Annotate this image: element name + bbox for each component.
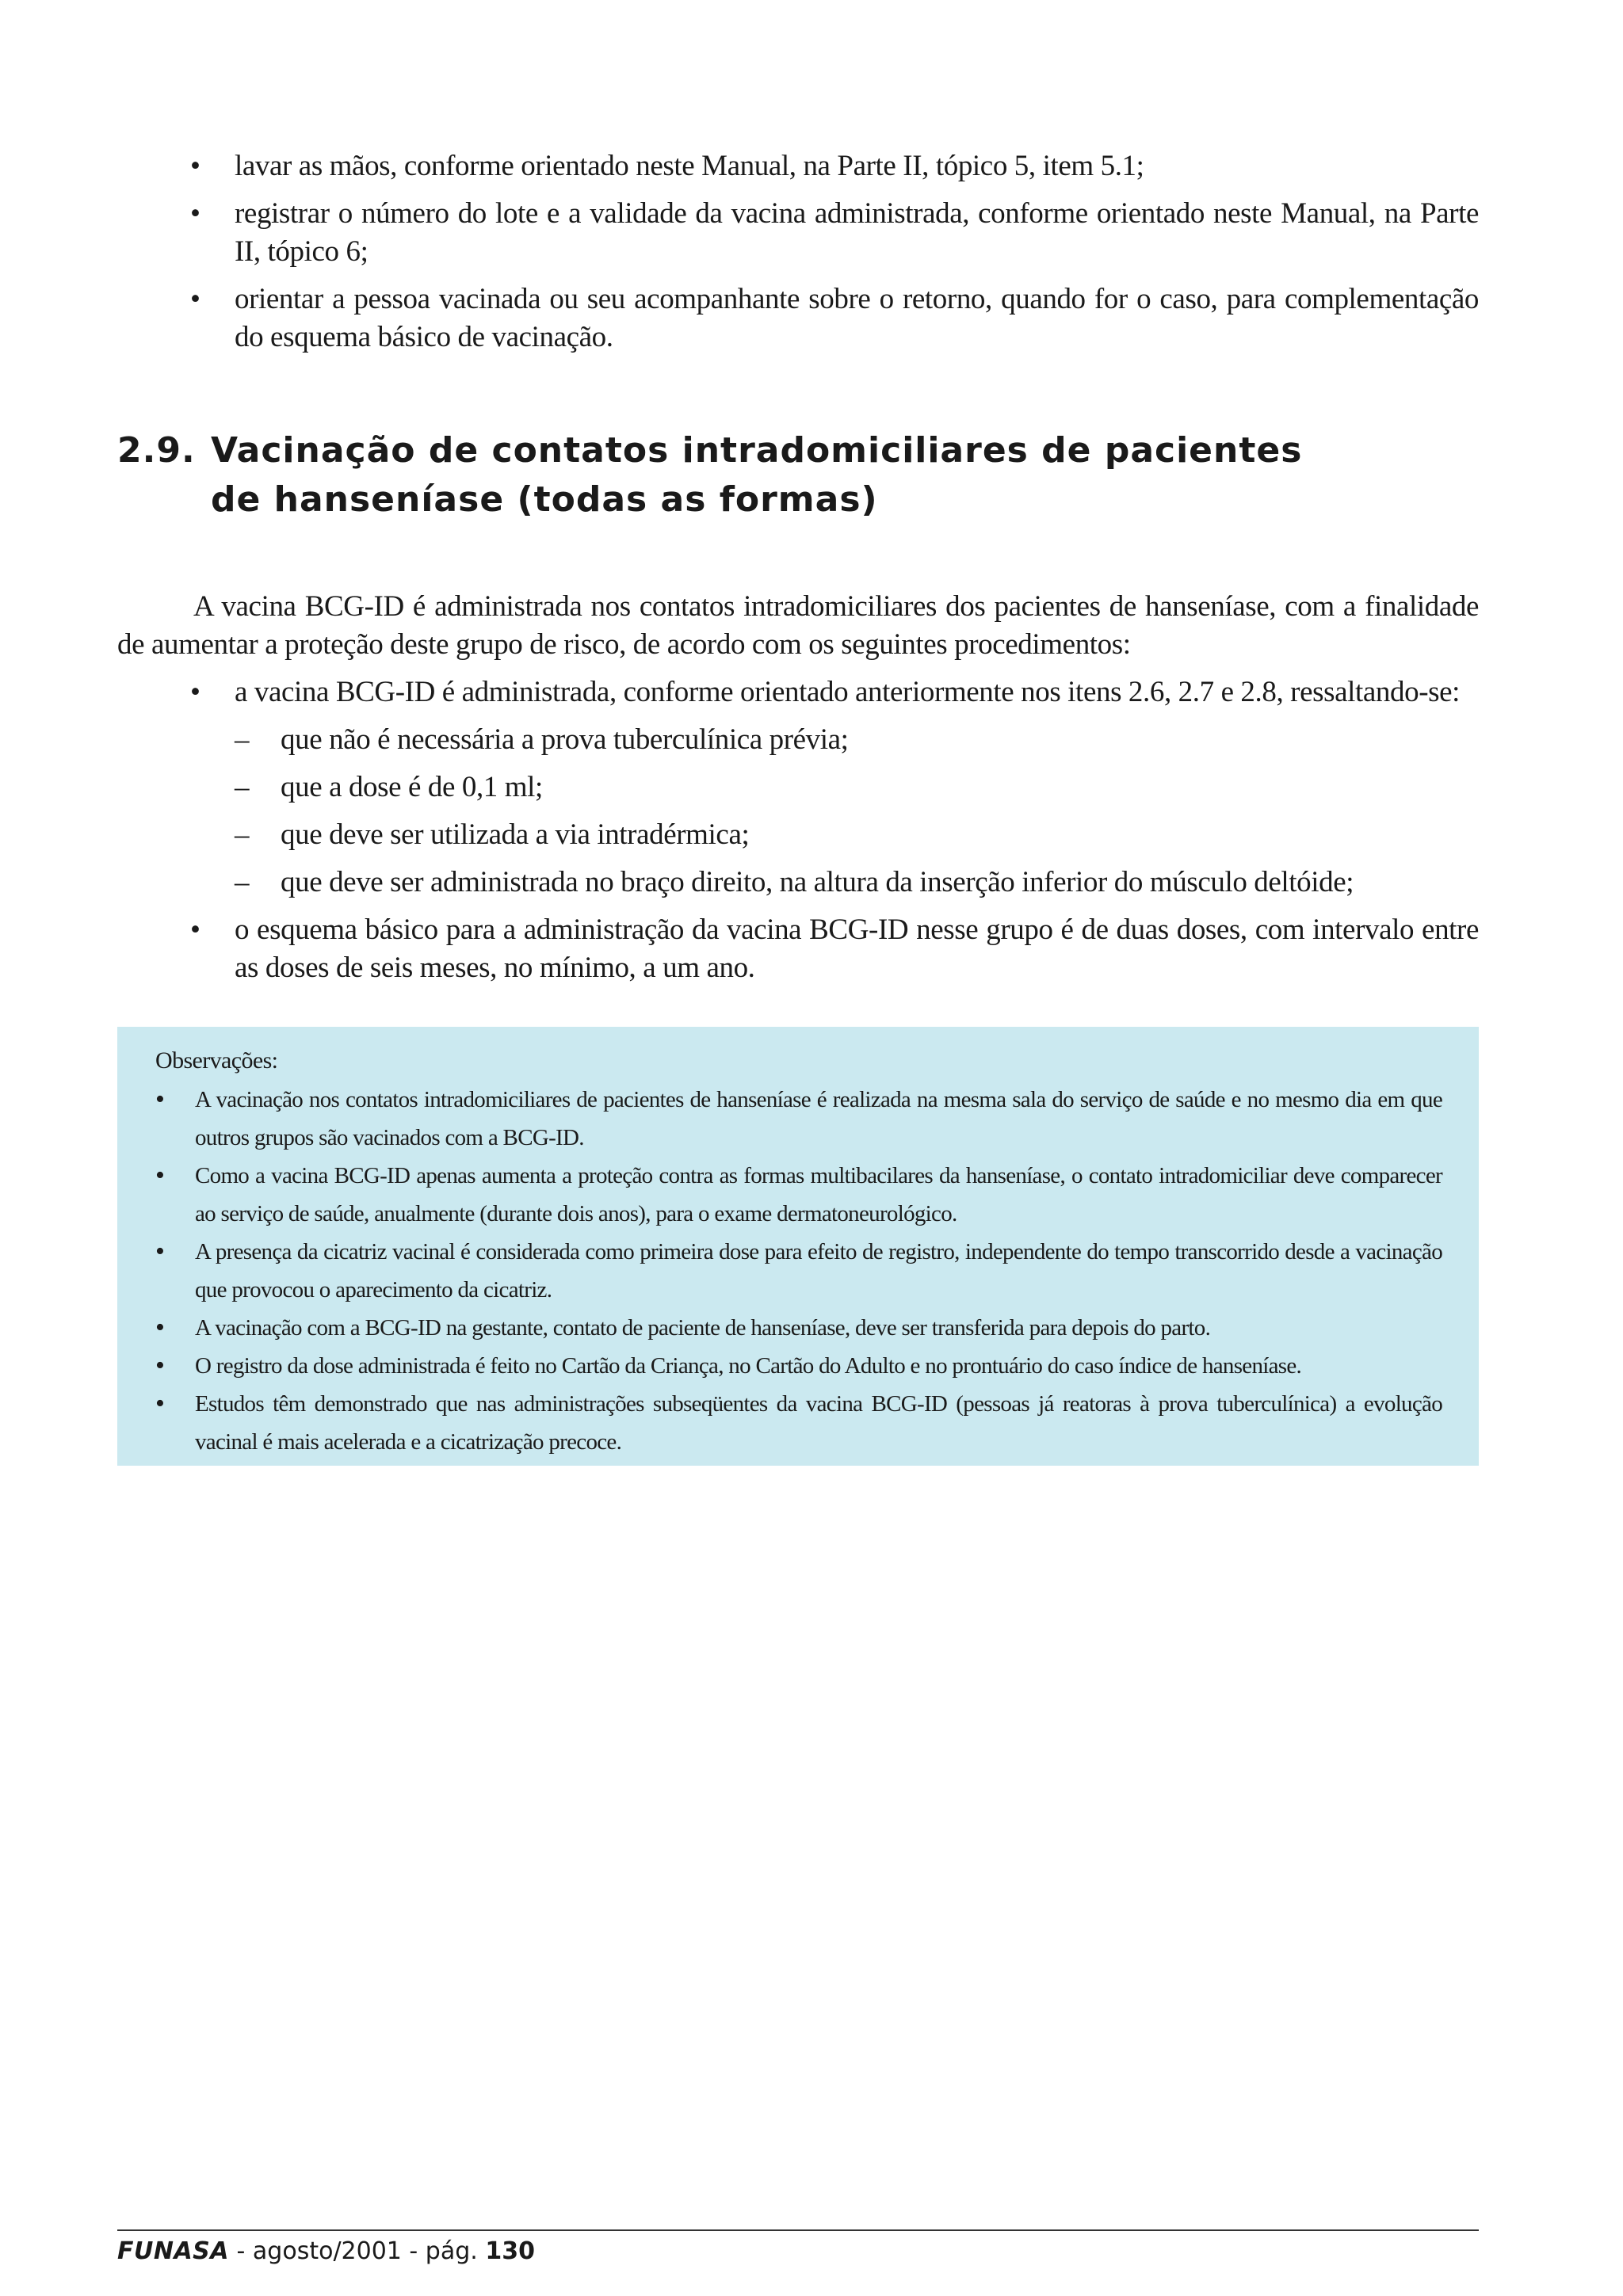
bullet-icon: • [155,1351,165,1380]
bullet-icon: • [190,197,200,230]
observation-text: A vacinação nos contatos intradomiciliares de pacientes de hanseníase é realizada na mesma sala do serviço de saúde e no mesmo dia em que outros grupos são vacinados com a BCG-ID. [195,1087,1442,1150]
list-item-text: o esquema básico para a administração da vacina BCG-ID nesse grupo é de duas doses, com intervalo entre as doses de seis meses, no mínimo, a um ano. [235,913,1479,984]
sublist-item-text: que não é necessária a prova tuberculínica prévia; [281,723,849,756]
sublist-item [117,816,1479,854]
dash-icon: – [235,723,250,756]
section-heading [117,426,1479,524]
observation-item [155,1347,1442,1385]
sublist-item [117,864,1479,902]
dash-icon: – [235,818,250,851]
observation-item [155,1081,1442,1157]
page-footer [117,2236,535,2267]
bullet-icon: • [190,913,200,946]
page-content [117,147,1479,997]
footer-divider [117,2229,1479,2231]
bullet-icon: • [155,1161,165,1190]
list-item-text: lavar as mãos, conforme orientado neste Manual, na Parte II, tópico 5, item 5.1; [235,150,1144,182]
list-item-text: a vacina BCG-ID é administrada, conforme orientado anteriormente nos itens 2.6, 2.7 e 2.8, ressaltando-se: [235,676,1461,708]
list-item [117,195,1479,271]
footer-brand: FUNASA [117,2237,230,2265]
procedure-list-2 [117,911,1479,987]
bullet-icon: • [190,676,200,708]
bullet-icon: • [155,1313,165,1342]
observation-text: O registro da dose administrada é feito no Cartão da Criança, no Cartão do Adulto e no prontuário do caso índice de hanseníase. [195,1353,1302,1379]
section-number: 2.9. [117,430,196,471]
observation-text: A vacinação com a BCG-ID na gestante, contato de paciente de hanseníase, deve ser transferida para depois do parto. [195,1315,1211,1341]
sublist-item-text: que deve ser utilizada a via intradérmica; [281,818,750,851]
footer-date: - agosto/2001 - pág. [229,2237,486,2265]
procedure-sublist [117,721,1479,902]
observation-item [155,1309,1442,1347]
sublist-item [117,769,1479,807]
list-item-text: registrar o número do lote e a validade da vacina administrada, conforme orientado neste Manual, na Parte II, tópico 6; [235,197,1479,268]
observation-item [155,1157,1442,1233]
footer-page-number: 130 [485,2237,535,2265]
section-title-line2: de hanseníase (todas as formas) [211,479,878,520]
bullet-icon: • [190,283,200,315]
sublist-item-text: que a dose é de 0,1 ml; [281,771,543,803]
bullet-icon: • [155,1389,165,1418]
section-intro: A vacina BCG-ID é administrada nos contatos intradomiciliares dos pacientes de hanseníase, com a finalidade de aumentar a proteção deste grupo de risco, de acordo com os seguintes procedimentos: [117,590,1479,661]
bullet-icon: • [155,1085,165,1114]
section-title-line1: Vacinação de contatos intradomiciliares de pacientes [211,430,1303,471]
list-item-text: orientar a pessoa vacinada ou seu acompanhante sobre o retorno, quando for o caso, para complementação do esquema básico de vacinação. [235,283,1479,353]
observation-item [155,1385,1442,1461]
top-bullet-list [117,147,1479,357]
list-item [117,147,1479,185]
observation-text: A presença da cicatriz vacinal é considerada como primeira dose para efeito de registro, independente do tempo transcorrido desde a vacinação que provocou o aparecimento da cicatriz. [195,1239,1442,1302]
observations-box [117,1027,1479,1466]
bullet-icon: • [155,1237,165,1266]
dash-icon: – [235,771,250,803]
sublist-item-text: que deve ser administrada no braço direito, na altura da inserção inferior do músculo deltóide; [281,866,1354,898]
observations-title: Observações: [155,1047,278,1074]
list-item [117,673,1479,711]
procedure-list [117,673,1479,711]
sublist-item [117,721,1479,759]
observation-item [155,1233,1442,1309]
bullet-icon: • [190,150,200,182]
list-item [117,280,1479,357]
observation-text: Estudos têm demonstrado que nas administrações subseqüentes da vacina BCG-ID (pessoas já reatoras à prova tuberculínica) a evolução vacinal é mais acelerada e a cicatrização precoce. [195,1391,1442,1455]
observations-list [155,1081,1442,1461]
observation-text: Como a vacina BCG-ID apenas aumenta a proteção contra as formas multibacilares da hanseníase, o contato intradomiciliar deve comparecer ao serviço de saúde, anualmente (durante dois anos), para o exame dermatoneurológico. [195,1163,1442,1226]
dash-icon: – [235,866,250,898]
list-item [117,911,1479,987]
